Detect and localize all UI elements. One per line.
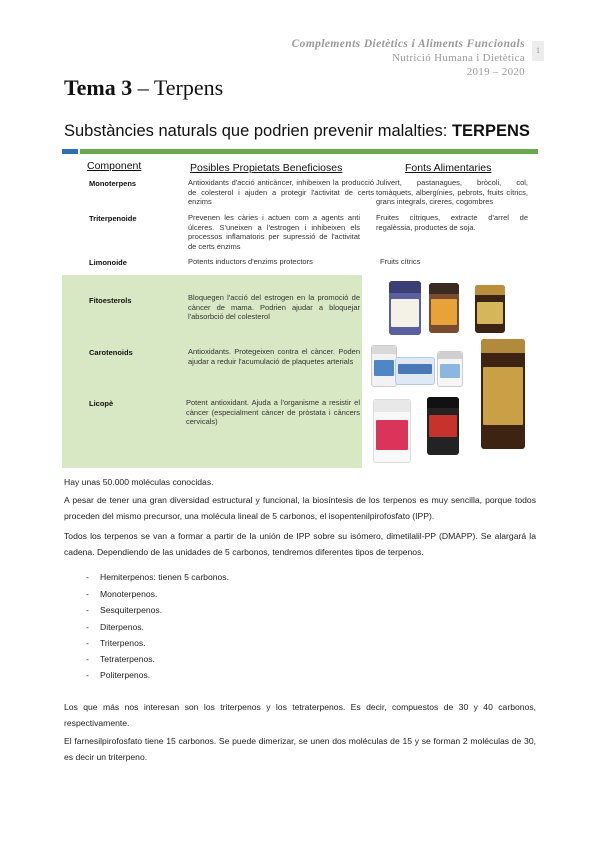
title-rest: – Terpens <box>132 75 224 100</box>
page-number: 1 <box>532 41 544 61</box>
supplement-bottle <box>481 339 525 449</box>
row-sources: Fruits cítrics <box>380 257 421 266</box>
title-bold: Tema 3 <box>64 75 133 100</box>
list-item: - Politerpenos. <box>86 670 151 680</box>
supplement-bottle <box>427 397 459 455</box>
row-sources: Fruites cítriques, extracte d'arrel de regalèssia, productes de soja. <box>376 213 528 232</box>
figure-title <box>64 122 530 141</box>
course-title: Complements Dietètics i Aliments Funcionals <box>291 38 525 50</box>
supplement-bottle <box>371 345 397 387</box>
row-properties: Bloquegen l'acció del estrogen en la promoció de càncer de mama. Podrien ajudar a bloquejar l'absorbció del colesterol <box>188 293 360 321</box>
row-properties: Antioxidants. Protegeixen contra el càncer. Poden ajudar a reduir l'acumulació de plaquetes arterials <box>188 347 360 366</box>
list-item: - Triterpenos. <box>86 638 146 648</box>
row-component: Carotenoids <box>89 348 133 357</box>
supplement-bottle <box>437 351 463 387</box>
row-component: Limonoide <box>89 258 127 267</box>
accent-bar-blue <box>62 149 78 154</box>
list-item: - Diterpenos. <box>86 622 144 632</box>
paragraph: Los que más nos interesan son los triterpenos y los tetraterpenos. Es decir, compuestos de 30 y 40 carbonos, respectivamente. <box>64 702 536 729</box>
row-sources: Julivert, pastanagues, bròcoli, col, tomàquets, albergínies, pebrots, fruits cítrics, grans integrals, cireres, cogombres <box>376 178 528 206</box>
page-title <box>64 75 223 101</box>
accent-bar-green <box>80 149 538 154</box>
terpens-figure <box>62 118 538 468</box>
list-item: - Hemiterpenos: tienen 5 carbonos. <box>86 572 229 582</box>
row-component: Triterpenoide <box>89 214 137 223</box>
supplement-box <box>395 357 435 385</box>
row-component: Licopè <box>89 399 114 408</box>
supplement-bottle <box>429 283 459 333</box>
list-item: - Tetraterpenos. <box>86 654 155 664</box>
supplement-photos <box>367 275 538 468</box>
row-properties: Prevenen les càries i actuen com a agents anti úlceres. S'uneixen a l'estrogen i inhibeixen els processos inflamatoris per supressió de l'activitat de certs enzims <box>188 213 360 251</box>
paragraph: Hay unas 50.000 moléculas conocidas. <box>64 477 214 487</box>
supplement-bottle <box>389 281 421 335</box>
running-header <box>292 37 525 79</box>
row-component: Monoterpens <box>89 179 137 188</box>
row-properties: Potent antioxidant. Ajuda a l'organisme a resistir el càncer (especialment càncer de pròstata i càncers cervicals) <box>186 398 360 426</box>
figure-title-bold: TERPENS <box>451 122 530 140</box>
col-header-sources: Fonts Alimentaries <box>405 162 492 174</box>
supplement-bottle <box>475 285 505 333</box>
paragraph: A pesar de tener una gran diversidad estructural y funcional, la biosíntesis de los terpenos es muy sencilla, porque todos proceden del mismo precursor, una molécula lineal de 5 carbonos, el isopentenilpirofosfato (IPP). <box>64 495 536 522</box>
row-component: Fitoesterols <box>89 296 132 305</box>
academic-year: 2019 – 2020 <box>466 66 525 78</box>
paragraph: El farnesilpirofosfato tiene 15 carbonos. Se puede dimerizar, se unen dos moléculas de 15 y se forman 2 moléculas de 30, es decir un triterpeno. <box>64 736 536 763</box>
supplement-bottle <box>373 399 411 463</box>
degree-name: Nutrició Humana i Dietètica <box>391 52 525 64</box>
col-header-component: Component <box>87 160 142 172</box>
list-item: - Monoterpenos. <box>86 589 158 599</box>
paragraph: Todos los terpenos se van a formar a partir de la unión de IPP sobre su isómero, dimetilalil-PP (DMAPP). Se alargará la cadena. Dependiendo de las unidades de 5 carbonos, tendremos diferentes tipos de terpenos. <box>64 531 536 558</box>
row-properties: Antioxidants d'acció anticàncer, inhibeixen la producció de colesterol i ajuden a protegir l'activitat de certs enzims <box>188 178 374 206</box>
row-properties: Potents inductors d'enzims protectors <box>188 257 313 266</box>
col-header-properties: Posibles Propietats Beneficioses <box>190 162 343 174</box>
list-item: - Sesquiterpenos. <box>86 605 163 615</box>
figure-title-normal: Substàncies naturals que podrien prevenir malalties: <box>64 122 452 140</box>
